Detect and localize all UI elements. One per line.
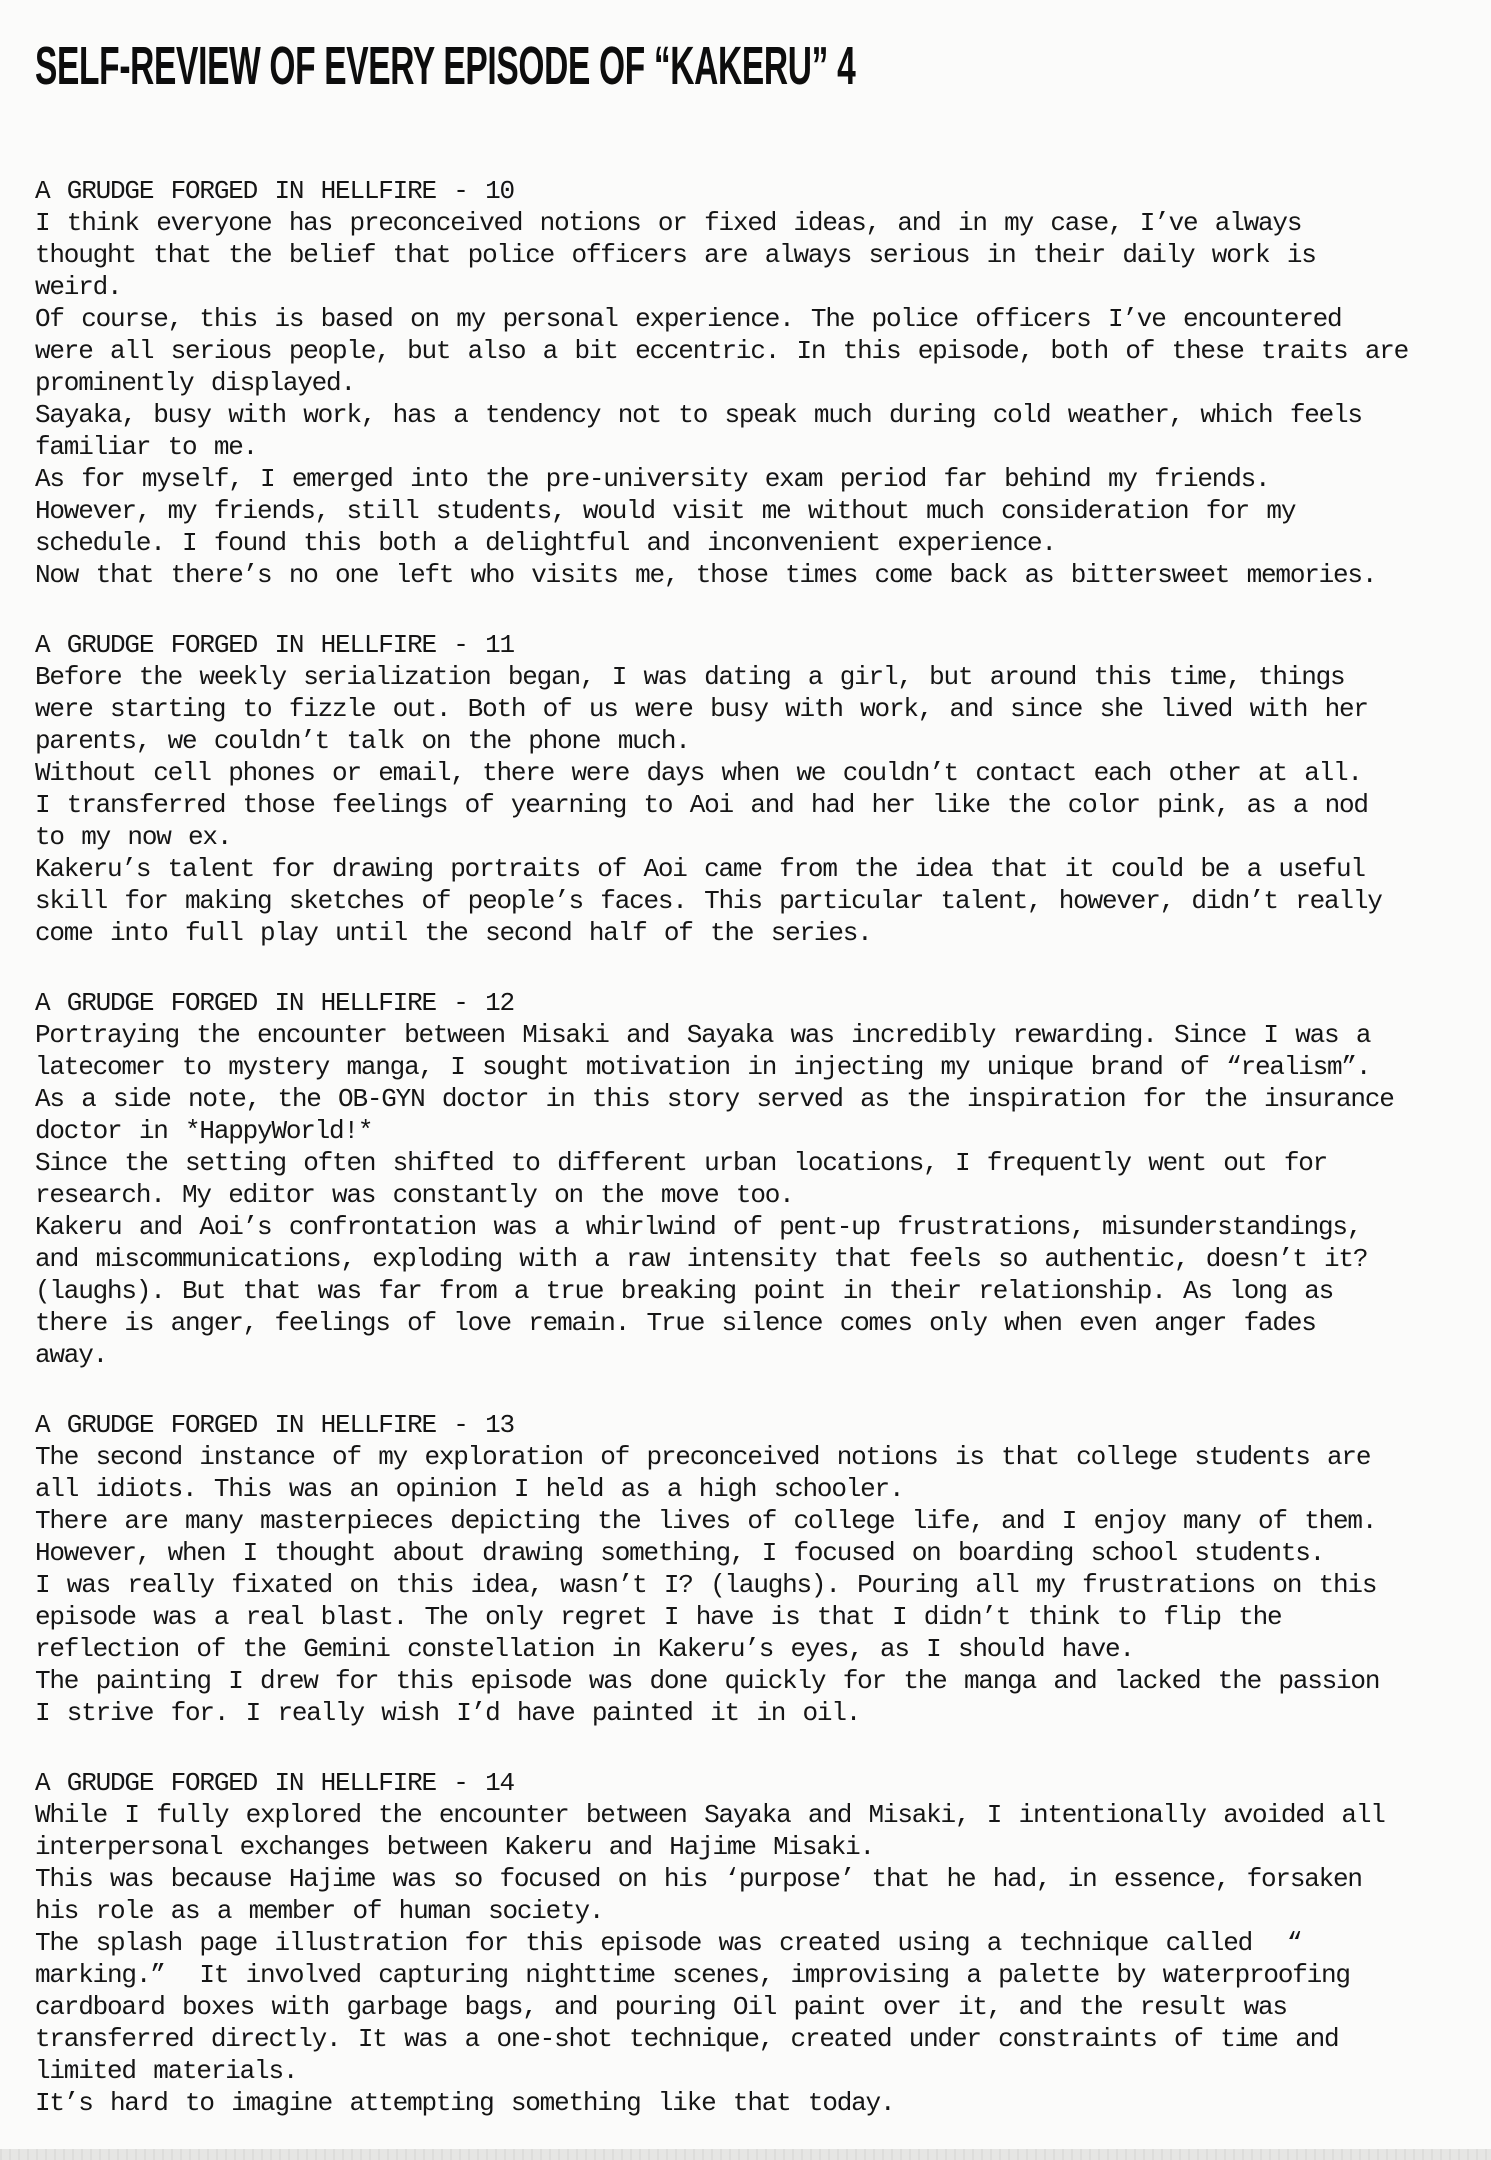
text-line: Kakeru and Aoi’s confrontation was a whirlwind of pent-up frustrations, misunderstandings, <box>35 1212 1362 1242</box>
section-heading: A GRUDGE FORGED IN HELLFIRE - 12 <box>35 988 514 1018</box>
text-line: latecomer to mystery manga, I sought motivation in injecting my unique brand of “realism”. <box>35 1052 1371 1082</box>
text-line: There are many masterpieces depicting the lives of college life, and I enjoy many of them. <box>35 1506 1377 1536</box>
episode-section <box>35 1767 1471 2119</box>
section-heading: A GRUDGE FORGED IN HELLFIRE - 13 <box>35 1410 514 1440</box>
text-line: I think everyone has preconceived notions or fixed ideas, and in my case, I’ve always <box>35 208 1302 238</box>
sections-container <box>35 175 1471 2119</box>
text-line: and miscommunications, exploding with a raw intensity that feels so authentic, doesn’t it? <box>35 1244 1368 1274</box>
text-line: Kakeru’s talent for drawing portraits of Aoi came from the idea that it could be a useful <box>35 854 1365 884</box>
text-line: all idiots. This was an opinion I held as a high schooler. <box>35 1474 904 1504</box>
text-line: parents, we couldn’t talk on the phone much. <box>35 726 690 756</box>
text-line: Of course, this is based on my personal experience. The police officers I’ve encountered <box>35 304 1342 334</box>
episode-section <box>35 987 1471 1371</box>
episode-section <box>35 175 1471 591</box>
text-line: thought that the belief that police officers are always serious in their daily work is <box>35 240 1316 270</box>
text-line: transferred directly. It was a one-shot technique, created under constraints of time and <box>35 2024 1339 2054</box>
text-line: research. My editor was constantly on the move too. <box>35 1180 794 1210</box>
text-line: This was because Hajime was so focused on his ‘purpose’ that he had, in essence, forsaken <box>35 1864 1362 1894</box>
text-line: Portraying the encounter between Misaki and Sayaka was incredibly rewarding. Since I was a <box>35 1020 1371 1050</box>
text-line: I strive for. I really wish I’d have painted it in oil. <box>35 1698 861 1728</box>
text-line: However, my friends, still students, would visit me without much consideration for my <box>35 496 1296 526</box>
text-line: there is anger, feelings of love remain. True silence comes only when even anger fades <box>35 1308 1316 1338</box>
text-line: his role as a member of human society. <box>35 1896 604 1926</box>
text-line: As a side note, the OB-GYN doctor in this story served as the inspiration for the insurance <box>35 1084 1394 1114</box>
text-line: doctor in *HappyWorld!* <box>35 1116 373 1146</box>
text-line: come into full play until the second half of the series. <box>35 918 872 948</box>
text-line: It’s hard to imagine attempting something like that today. <box>35 2088 895 2118</box>
text-line: familiar to me. <box>35 432 258 462</box>
section-heading: A GRUDGE FORGED IN HELLFIRE - 11 <box>35 630 514 660</box>
text-line: I was really fixated on this idea, wasn’t I? (laughs). Pouring all my frustrations on this <box>35 1570 1377 1600</box>
section-heading: A GRUDGE FORGED IN HELLFIRE - 10 <box>35 176 514 206</box>
text-line: Sayaka, busy with work, has a tendency not to speak much during cold weather, which feels <box>35 400 1362 430</box>
text-line: episode was a real blast. The only regret I have is that I didn’t think to flip the <box>35 1602 1282 1632</box>
text-line: Since the setting often shifted to different urban locations, I frequently went out for <box>35 1148 1328 1178</box>
section-heading: A GRUDGE FORGED IN HELLFIRE - 14 <box>35 1768 514 1798</box>
text-line: Now that there’s no one left who visits me, those times come back as bittersweet memories. <box>35 560 1377 590</box>
text-line: weird. <box>35 272 122 302</box>
text-line: were all serious people, but also a bit eccentric. In this episode, both of these traits are <box>35 336 1409 366</box>
episode-section <box>35 1409 1471 1729</box>
text-line: While I fully explored the encounter between Sayaka and Misaki, I intentionally avoided all <box>35 1800 1385 1830</box>
text-line: interpersonal exchanges between Kakeru and Hajime Misaki. <box>35 1832 874 1862</box>
text-line: schedule. I found this both a delightful and inconvenient experience. <box>35 528 1056 558</box>
text-line: skill for making sketches of people’s faces. This particular talent, however, didn’t really <box>35 886 1382 916</box>
text-line: The painting I drew for this episode was done quickly for the manga and lacked the passion <box>35 1666 1380 1696</box>
text-line: marking.” It involved capturing nighttime scenes, improvising a palette by waterproofing <box>35 1960 1350 1990</box>
text-line: reflection of the Gemini constellation in Kakeru’s eyes, as I should have. <box>35 1634 1134 1664</box>
text-line: I transferred those feelings of yearning to Aoi and had her like the color pink, as a nod <box>35 790 1368 820</box>
scan-edge-artifact <box>0 2149 1491 2160</box>
text-line: prominently displayed. <box>35 368 355 398</box>
page-title: SELF-REVIEW OF EVERY EPISODE OF “KAKERU” 4 <box>35 36 856 96</box>
text-line: The second instance of my exploration of preconceived notions is that college students are <box>35 1442 1371 1472</box>
text-line: As for myself, I emerged into the pre-university exam period far behind my friends. <box>35 464 1270 494</box>
text-line: to my now ex. <box>35 822 232 852</box>
text-line: cardboard boxes with garbage bags, and pouring Oil paint over it, and the result was <box>35 1992 1287 2022</box>
episode-section <box>35 629 1471 949</box>
text-line: Without cell phones or email, there were days when we couldn’t contact each other at all. <box>35 758 1362 788</box>
text-line: However, when I thought about drawing something, I focused on boarding school students. <box>35 1538 1325 1568</box>
text-line: away. <box>35 1340 108 1370</box>
text-line: limited materials. <box>35 2056 298 2086</box>
text-line: Before the weekly serialization began, I was dating a girl, but around this time, things <box>35 662 1345 692</box>
text-line: (laughs). But that was far from a true breaking point in their relationship. As long as <box>35 1276 1334 1306</box>
text-line: The splash page illustration for this episode was created using a technique called “ <box>35 1928 1302 1958</box>
text-line: were starting to fizzle out. Both of us were busy with work, and since she lived with her <box>35 694 1368 724</box>
